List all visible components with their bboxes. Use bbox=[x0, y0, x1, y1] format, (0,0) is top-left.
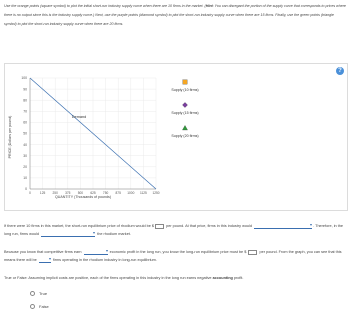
q2-text-4: firms operating in the rhodium industry in long-run equilibrium. bbox=[52, 258, 157, 262]
q3-bold: accounting bbox=[212, 276, 233, 280]
legend-item bbox=[171, 102, 198, 115]
x-tick-label: 1000 bbox=[127, 191, 135, 195]
x-tick-label: 125 bbox=[39, 191, 46, 195]
y-tick-label: 50 bbox=[23, 131, 27, 136]
x-tick-label: 500 bbox=[77, 191, 84, 195]
legend-label: Supply (20 firms) bbox=[171, 134, 199, 138]
price-input-10-firms[interactable] bbox=[155, 224, 164, 229]
profit-dropdown[interactable] bbox=[254, 223, 312, 229]
instructions-part1: Use the orange points (square symbol) to plot the initial short-run industry supply curve when there are 10 firms in the market. ( bbox=[4, 4, 206, 8]
graph-panel bbox=[4, 63, 348, 211]
x-axis-label: QUANTITY (Thousands of pounds) bbox=[54, 195, 112, 199]
option-true-label: True bbox=[39, 291, 48, 296]
chart-axes bbox=[21, 76, 159, 195]
y-tick-label: 0 bbox=[25, 187, 27, 192]
legend-item bbox=[171, 125, 198, 138]
legend-label: Supply (15 firms) bbox=[171, 111, 199, 115]
chevron-down-icon bbox=[93, 232, 95, 234]
x-tick-label: 875 bbox=[115, 191, 121, 195]
instructions bbox=[4, 2, 346, 29]
x-tick-label: 625 bbox=[90, 191, 96, 195]
triangle-symbol-icon bbox=[182, 125, 187, 130]
q2-text-3: per pound. From the graph, you can see that this means there will be bbox=[4, 250, 342, 262]
x-tick-label: 375 bbox=[65, 191, 71, 195]
y-tick-label: 40 bbox=[23, 142, 27, 147]
chevron-down-icon bbox=[49, 258, 51, 260]
y-tick-label: 30 bbox=[23, 153, 27, 158]
chart-legend bbox=[171, 80, 198, 138]
diamond-symbol-icon bbox=[182, 102, 187, 107]
q3-suffix: profit. bbox=[233, 276, 244, 280]
y-tick-label: 80 bbox=[23, 98, 27, 103]
q1-text-3: . Therefore, in the long run, firms would bbox=[4, 224, 343, 236]
square-symbol-icon bbox=[183, 80, 187, 84]
long-run-profit-dropdown[interactable] bbox=[84, 249, 108, 255]
option-true[interactable] bbox=[30, 291, 47, 296]
q2-text-1: Because you know that competitive firms earn bbox=[4, 250, 82, 254]
y-tick-label: 100 bbox=[21, 76, 27, 81]
number-of-firms-dropdown[interactable] bbox=[39, 257, 51, 263]
help-button[interactable]: ? bbox=[336, 67, 344, 75]
entry-exit-dropdown[interactable] bbox=[41, 231, 95, 237]
q1-text-2: per pound. At that price, firms in this industry would bbox=[166, 224, 253, 228]
x-tick-label: 1125 bbox=[139, 191, 147, 195]
long-run-price-input[interactable] bbox=[248, 250, 257, 255]
x-tick-label: 1250 bbox=[152, 191, 160, 195]
y-tick-label: 60 bbox=[23, 120, 27, 125]
option-false-label: False bbox=[39, 304, 49, 309]
y-tick-label: 70 bbox=[23, 109, 27, 114]
y-tick-label: 10 bbox=[23, 176, 27, 181]
x-tick-label: 250 bbox=[52, 191, 58, 195]
question-3 bbox=[4, 274, 346, 282]
y-tick-label: 90 bbox=[23, 87, 27, 92]
hint-label: Hint bbox=[205, 4, 213, 8]
x-tick-label: 750 bbox=[102, 191, 109, 195]
legend-label: Supply (10 firms) bbox=[171, 88, 199, 92]
chevron-down-icon bbox=[106, 250, 108, 252]
y-tick-label: 20 bbox=[23, 165, 27, 169]
q1-text-1: If there were 10 firms in this market, the short-run equilibrium price of rhodium would be $ bbox=[4, 224, 155, 228]
q1-text-4: the rhodium market. bbox=[97, 232, 131, 236]
legend-item bbox=[171, 80, 198, 92]
q2-text-2: economic profit in the long run, you know the long-run equilibrium price must be $ bbox=[109, 250, 247, 254]
x-tick-label: 0 bbox=[29, 191, 31, 195]
instructions-part2: : You can disregard the portion of the supply curve that corresponds to prices where there is no output since this is the industry supply curve.) Next, use the purple points (diamond symbol) to plot the short-run industry supply curve when there are 15 firms. Finally, use the green points (triangle symbol) to plot the short-run industry supply curve when there are 20 firms. bbox=[4, 4, 346, 26]
chart[interactable] bbox=[5, 64, 347, 210]
question-2 bbox=[4, 248, 346, 264]
y-axis-label: PRICE (Dollars per pound) bbox=[8, 115, 12, 159]
q3-prefix: True or False: Assuming implicit costs are positive, each of the firms operating in this industry in the long run earns negative bbox=[4, 276, 212, 280]
chevron-down-icon bbox=[310, 224, 312, 226]
demand-label: Demand bbox=[71, 115, 87, 120]
option-false[interactable] bbox=[30, 304, 49, 309]
radio-false[interactable] bbox=[30, 304, 35, 309]
question-1 bbox=[4, 222, 346, 238]
radio-true[interactable] bbox=[30, 291, 35, 296]
